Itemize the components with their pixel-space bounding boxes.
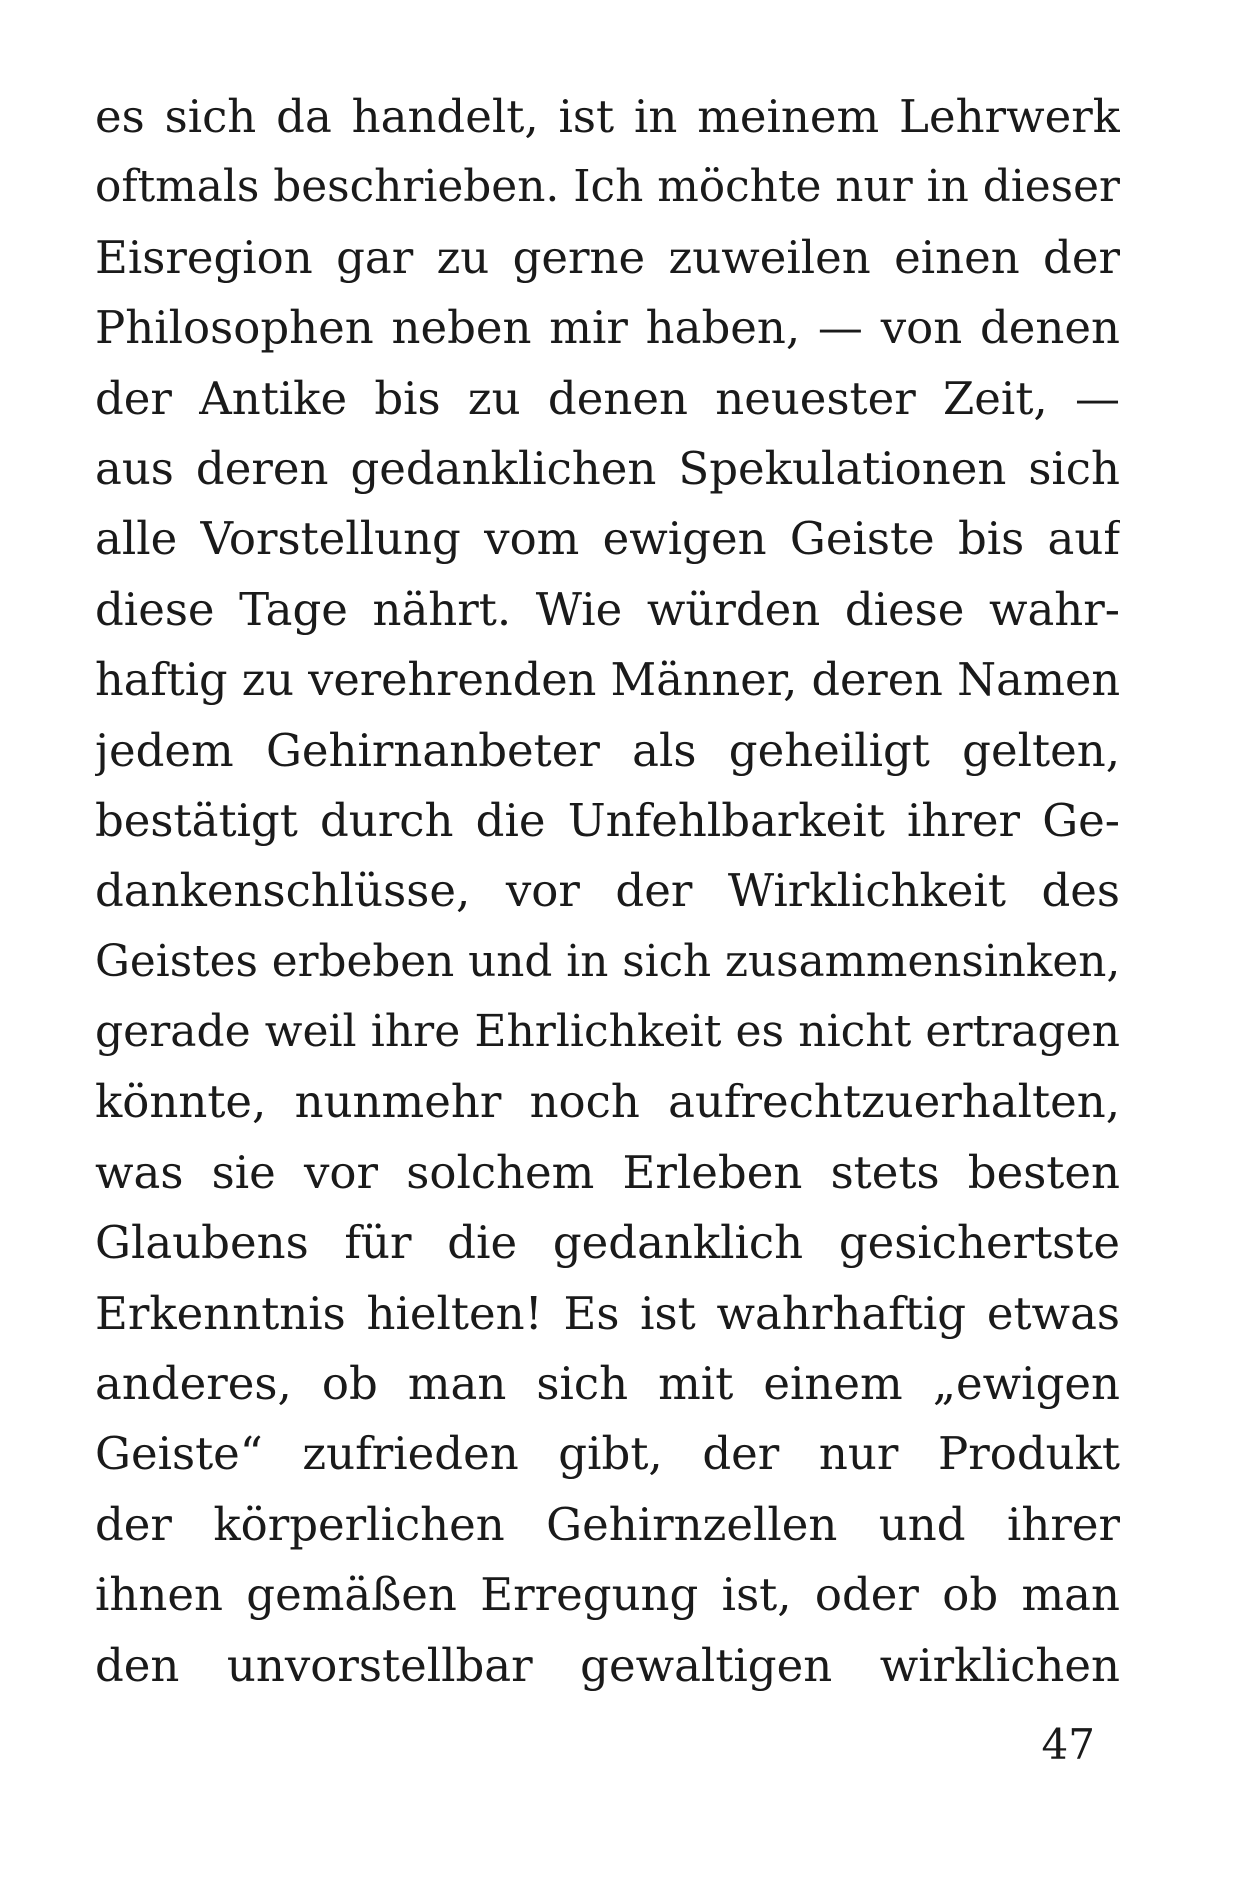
text-line: dankenschlüsse, vor der Wirklichkeit des [95, 864, 1120, 918]
text-line: ihnen gemäßen Erregung ist, oder ob man [95, 1568, 1120, 1622]
text-line: Geiste“ zufrieden gibt, der nur Produkt [95, 1427, 1120, 1481]
text-line: der Antike bis zu denen neuester Zeit, — [95, 371, 1120, 425]
text-line: haftig zu verehrenden Männer, deren Namen [95, 654, 1120, 707]
text-line: Geistes erbeben und in sich zusammensinken, [95, 935, 1120, 987]
text-line: alle Vorstellung vom ewigen Geiste bis auf [95, 512, 1120, 566]
text-line: bestätigt durch die Unfehlbarkeit ihrer Ge- [95, 793, 1120, 847]
text-line: diese Tage nährt. Wie würden diese wahr- [95, 582, 1120, 636]
text-line: der körperlichen Gehirnzellen und ihrer [95, 1497, 1120, 1551]
text-line: es sich da handelt, ist in meinem Lehrwerk [95, 90, 1120, 143]
text-line: Erkenntnis hielten! Es ist wahrhaftig etwas [95, 1286, 1120, 1340]
text-line: was sie vor solchem Erleben stets besten [95, 1145, 1120, 1199]
text-line: Eisregion gar zu gerne zuweilen einen der [95, 230, 1120, 284]
text-line: aus deren gedanklichen Spekulationen sich [95, 441, 1120, 495]
text-line: könnte, nunmehr noch aufrechtzuerhalten, [95, 1075, 1120, 1129]
text-line: jedem Gehirnanbeter als geheiligt gelten, [95, 723, 1120, 777]
text-line: anderes, ob man sich mit einem „ewigen [95, 1357, 1120, 1411]
text-line: Glaubens für die gedanklich gesichertste [95, 1216, 1120, 1270]
text-line: Philosophen neben mir haben, — von denen [95, 301, 1120, 355]
page-number: 47 [1041, 1720, 1095, 1769]
body-text [95, 82, 1120, 1701]
text-line: gerade weil ihre Ehrlichkeit es nicht ertragen [95, 1006, 1120, 1058]
text-line: den unvorstellbar gewaltigen wirklichen [95, 1638, 1120, 1692]
text-line: oftmals beschrieben. Ich möchte nur in dieser [95, 161, 1120, 213]
